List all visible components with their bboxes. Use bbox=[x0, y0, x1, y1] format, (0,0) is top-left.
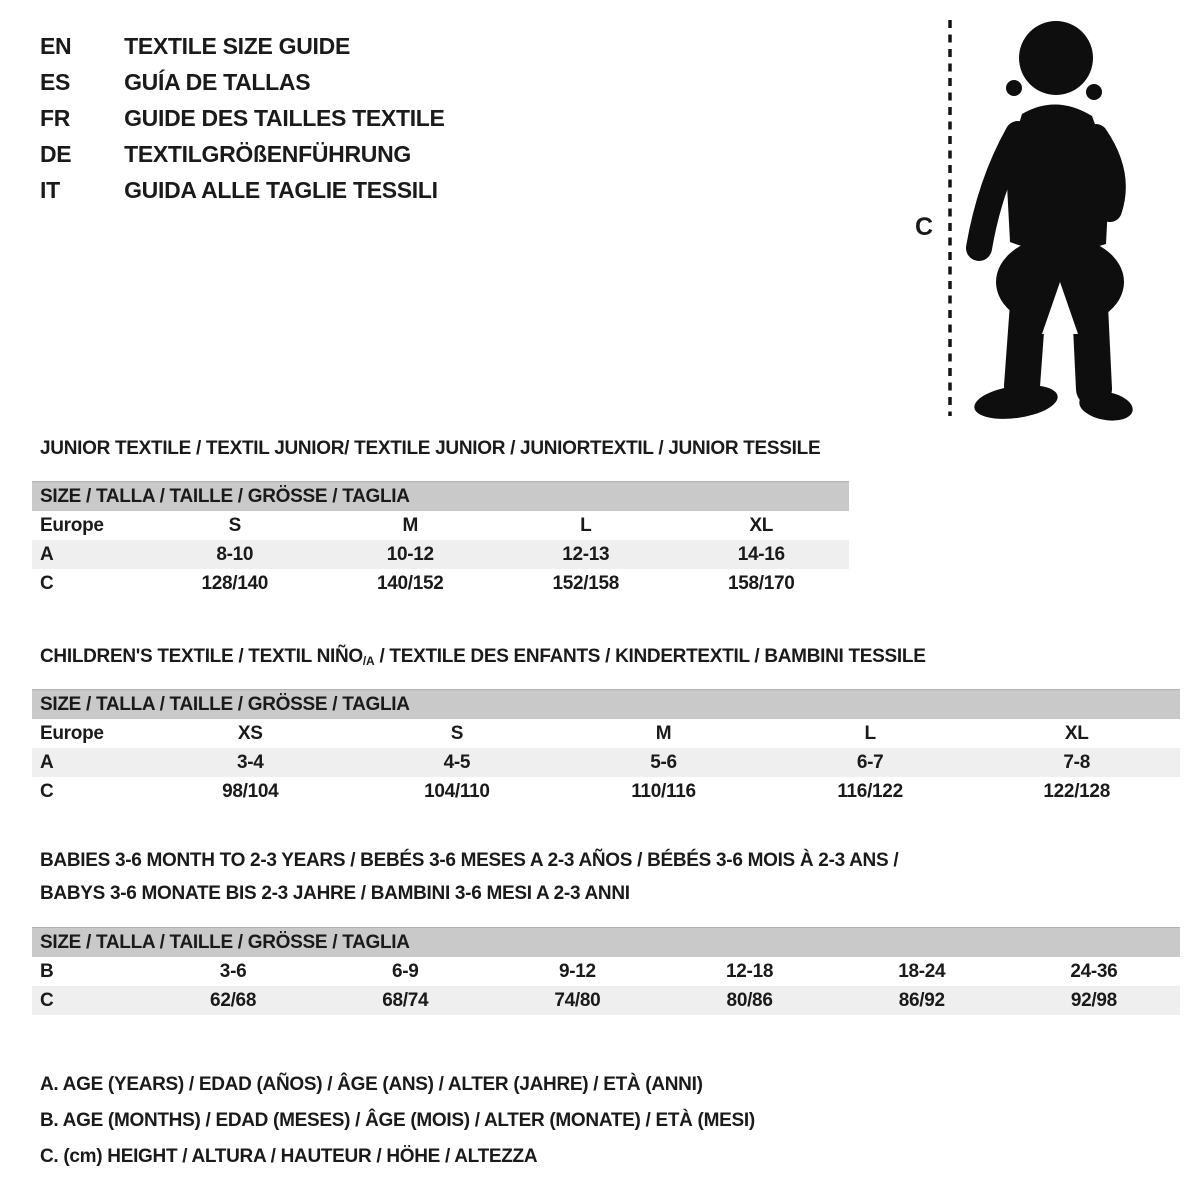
size-col: S bbox=[450, 723, 464, 744]
guide-title-fr: GUIDE DES TAILLES TEXTILE bbox=[124, 105, 445, 131]
size-col: XL bbox=[1064, 723, 1089, 744]
size-header-band: SIZE / TALLA / TAILLE / GRÖSSE / TAGLIA bbox=[32, 481, 849, 511]
row-label: Europe bbox=[40, 723, 104, 744]
junior-height-row bbox=[32, 569, 849, 598]
toddler-silhouette-icon bbox=[910, 14, 1145, 424]
months-value: 18-24 bbox=[898, 961, 946, 982]
language-row-fr bbox=[40, 100, 445, 136]
height-value: 116/122 bbox=[837, 781, 903, 802]
junior-size-table bbox=[32, 481, 849, 598]
language-code: EN bbox=[40, 33, 72, 59]
guide-title-de: TEXTILGRÖßENFÜHRUNG bbox=[124, 141, 411, 167]
row-label: A bbox=[40, 544, 54, 565]
size-header-band: SIZE / TALLA / TAILLE / GRÖSSE / TAGLIA bbox=[32, 927, 1180, 957]
age-value: 14-16 bbox=[737, 544, 785, 565]
months-value: 6-9 bbox=[391, 961, 419, 982]
language-row-en bbox=[40, 28, 445, 64]
row-label: A bbox=[40, 752, 54, 773]
babies-size-table bbox=[32, 927, 1180, 1015]
height-value: 158/170 bbox=[727, 573, 795, 594]
children-title-suffix: / TEXTILE DES ENFANTS / KINDERTEXTIL / BAMBINI TESSILE bbox=[374, 646, 926, 667]
age-value: 5-6 bbox=[650, 752, 677, 773]
row-label: Europe bbox=[40, 515, 104, 536]
size-col: M bbox=[402, 515, 419, 536]
height-value: 128/140 bbox=[201, 573, 269, 594]
babies-title-line2: BABYS 3-6 MONATE BIS 2-3 JAHRE / BAMBINI 3-6 MESI A 2-3 ANNI bbox=[40, 883, 630, 904]
months-value: 12-18 bbox=[726, 961, 774, 982]
age-value: 6-7 bbox=[856, 752, 884, 773]
age-value: 10-12 bbox=[386, 544, 434, 565]
children-section-title bbox=[40, 646, 926, 668]
language-code: DE bbox=[40, 141, 72, 167]
row-label: C bbox=[40, 990, 54, 1011]
language-code: FR bbox=[40, 105, 71, 131]
height-value: 62/68 bbox=[210, 990, 257, 1011]
children-title-subscript: /A bbox=[362, 654, 375, 668]
language-row-de bbox=[40, 136, 445, 172]
age-value: 7-8 bbox=[1063, 752, 1090, 773]
children-title-prefix: CHILDREN'S TEXTILE / TEXTIL NIÑO bbox=[40, 646, 363, 667]
language-code: IT bbox=[40, 177, 60, 203]
babies-height-row bbox=[32, 986, 1180, 1015]
legend-line-c: C. (cm) HEIGHT / ALTURA / HAUTEUR / HÖHE / ALTEZZA bbox=[40, 1146, 538, 1167]
size-header-band: SIZE / TALLA / TAILLE / GRÖSSE / TAGLIA bbox=[32, 689, 1180, 719]
row-label: C bbox=[40, 781, 54, 802]
legend bbox=[40, 1067, 755, 1175]
height-value: 92/98 bbox=[1070, 990, 1117, 1011]
size-col: XL bbox=[749, 515, 774, 536]
row-label: C bbox=[40, 573, 54, 594]
height-value: 74/80 bbox=[554, 990, 601, 1011]
language-row-es bbox=[40, 64, 445, 100]
height-value: 80/86 bbox=[726, 990, 773, 1011]
size-col: M bbox=[655, 723, 672, 744]
height-measure-label: C bbox=[915, 213, 933, 241]
height-value: 86/92 bbox=[898, 990, 945, 1011]
babies-months-row bbox=[32, 957, 1180, 986]
age-value: 8-10 bbox=[216, 544, 254, 565]
babies-title-line1: BABIES 3-6 MONTH TO 2-3 YEARS / BEBÉS 3-6 MESES A 2-3 AÑOS / BÉBÉS 3-6 MOIS À 2-3 ANS / bbox=[40, 850, 899, 871]
height-value: 68/74 bbox=[382, 990, 429, 1011]
legend-line-b: B. AGE (MONTHS) / EDAD (MESES) / ÂGE (MOIS) / ALTER (MONATE) / ETÀ (MESI) bbox=[40, 1110, 755, 1131]
toddler-silhouette bbox=[972, 21, 1135, 424]
height-value: 104/110 bbox=[424, 781, 490, 802]
size-col: XS bbox=[237, 723, 263, 744]
junior-europe-row bbox=[32, 511, 849, 540]
height-value: 140/152 bbox=[376, 573, 444, 594]
age-value: 12-13 bbox=[562, 544, 610, 565]
children-europe-row bbox=[32, 719, 1180, 748]
height-value: 152/158 bbox=[552, 573, 620, 594]
language-code: ES bbox=[40, 69, 71, 95]
months-value: 9-12 bbox=[559, 961, 596, 982]
children-age-row bbox=[32, 748, 1180, 777]
months-value: 3-6 bbox=[219, 961, 247, 982]
guide-title-es: GUÍA DE TALLAS bbox=[124, 69, 311, 95]
size-col: L bbox=[864, 723, 876, 744]
language-row-it bbox=[40, 172, 445, 208]
guide-title-en: TEXTILE SIZE GUIDE bbox=[124, 33, 350, 59]
height-value: 110/116 bbox=[631, 781, 696, 802]
babies-section-title bbox=[40, 844, 898, 910]
junior-age-row bbox=[32, 540, 849, 569]
height-value: 98/104 bbox=[222, 781, 279, 802]
row-label: B bbox=[40, 961, 54, 982]
guide-title-it: GUIDA ALLE TAGLIE TESSILI bbox=[124, 177, 438, 203]
children-size-table bbox=[32, 689, 1180, 806]
legend-line-a: A. AGE (YEARS) / EDAD (AÑOS) / ÂGE (ANS) / ALTER (JAHRE) / ETÀ (ANNI) bbox=[40, 1074, 703, 1095]
months-value: 24-36 bbox=[1070, 961, 1118, 982]
size-col: L bbox=[580, 515, 592, 536]
height-value: 122/128 bbox=[1043, 781, 1110, 802]
age-value: 4-5 bbox=[443, 752, 471, 773]
size-col: S bbox=[228, 515, 241, 536]
junior-section-title: JUNIOR TEXTILE / TEXTIL JUNIOR/ TEXTILE JUNIOR / JUNIORTEXTIL / JUNIOR TESSILE bbox=[40, 438, 821, 459]
children-height-row bbox=[32, 777, 1180, 806]
language-title-list bbox=[40, 28, 445, 208]
age-value: 3-4 bbox=[237, 752, 264, 773]
